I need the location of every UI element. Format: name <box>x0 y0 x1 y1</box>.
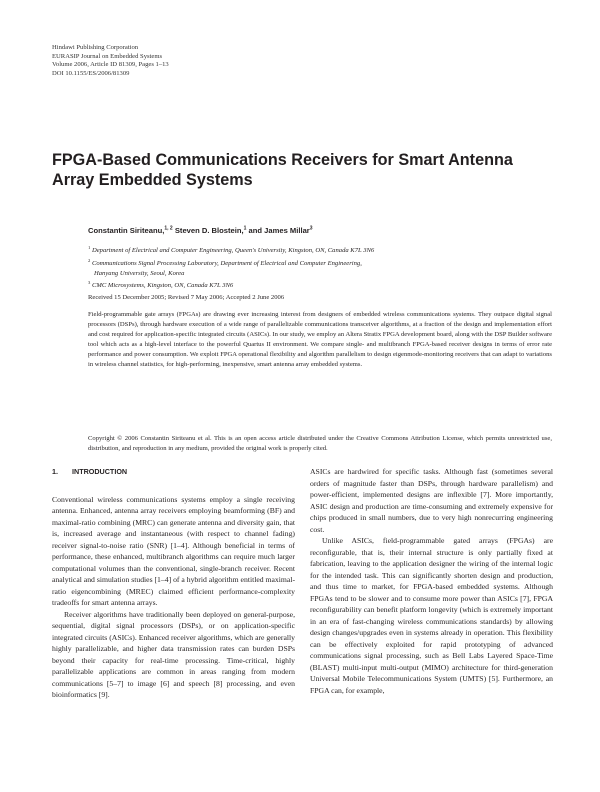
paper-title: FPGA-Based Communications Receivers for Smart Antenna Array Embedded Systems <box>52 151 513 189</box>
affiliation-2: $^2$ Communications Signal Processing Laboratory, Department of Electrical and Computer Engineering, <box>88 257 362 267</box>
journal-header <box>52 44 169 78</box>
received-dates: Received 15 December 2005; Revised 7 May 2006; Accepted 2 June 2006 <box>88 294 285 301</box>
right-column <box>310 466 553 696</box>
affiliation-1: $^1$ Department of Electrical and Computer Engineering, Queen's University, Kingston, ON, Canada K7L 3N6 <box>88 245 375 255</box>
affiliations <box>88 243 374 291</box>
body-paragraph: ASICs are hardwired for specific tasks. Although fast (sometimes several orders of magnitude faster than DSPs, through hardware parallelism) and power-efficient, implemented designs are inflexible [7]. More importantly, ASIC design and production are time-consuming and extremely expensive for chips produced in small numbers, due to very high nonrecurring engineering cost. <box>310 467 553 534</box>
section-heading <box>52 466 295 478</box>
left-column <box>52 466 295 701</box>
abstract: Field-programmable gate arrays (FPGAs) are drawing ever increasing interest from designers of embedded wireless communications systems. They outpace digital signal processors (DSPs), through hardware execution of a wide range of parallelizable communications transceiver algorithms, at a fraction of the design and implementation effort and cost required for application-specific integrated circuits (ASICs). In our study, we employ an Altera Stratix FPGA development board, along with the DSP Builder software tool which acts as a high-level interface to the powerful Quartus II environment. We compare single- and multibranch FPGA-based receiver designs in terms of error rate performance and power consumption. We exploit FPGA operational flexibility and algorithm parallelism to design eigenmode-monitoring receivers that can adapt to variations in wireless channel statistics, for high-performing, inexpensive, smart antenna array embedded systems. <box>88 311 552 368</box>
affiliation-3: $^3$ CMC Microsystems, Kingston, ON, Canada K7L 3N6 <box>88 280 234 290</box>
body-paragraph: Conventional wireless communications systems employ a single receiving antenna. Enhanced, antenna array receivers employing beamforming (BF) and maximal-ratio combining (MRC) can generate antenna and diversity gain, that is, increased average and instantaneous (with respect to channel fading) receiver signal-to-noise ratio (SNR) [1–4]. Although beneficial in terms of performance, these enhanced, multibranch algorithms can require much larger computational volumes than the conventional, single-branch receiver. Recent analytical and simulation studies [1–4] of a hybrid algorithm entitled maximal-ratio eigencombining (MREC) claimed efficient performance-complexity tradeoffs for smart antenna arrays. <box>52 494 295 607</box>
section-title: INTRODUCTION <box>72 467 128 476</box>
body-paragraph: Receiver algorithms have traditionally been deployed on general-purpose, sequential, digital signal processors (DSPs), or on application-specific integrated circuits (ASICs). Enhanced receiver algorithms, which are generally highly parallelizable, and higher data transmission rates can burden DSPs beyond their capacity for real-time processing. Time-critical, highly parallelizable applications are common in areas ranging from modern communications [5–7] to image [6] and speech [8] processing, and even bioinformatics [9]. <box>52 609 295 699</box>
author-list <box>88 225 313 235</box>
section-number: 1. <box>52 467 58 476</box>
author-1: Constantin Siriteanu,$^{1, 2}$ <box>88 225 173 235</box>
copyright-notice: Copyright © 2006 Constantin Siriteanu et al. This is an open access article distributed under the Creative Commons Attribution License, which permits unrestricted use, distribution, and reproduction in any medium, provided the original work is properly cited. <box>88 435 552 452</box>
doi: DOI 10.1155/ES/2006/81309 <box>52 69 130 77</box>
body-paragraph: Unlike ASICs, field-programmable gated arrays (FPGAs) are reconfigurable, that is, their internal structure is only partially fixed at fabrication, leaving to the application designer the wiring of the internal logic for the intended task. This can significantly shorten design and production, and thus time to market, for FPGA-based embedded systems. Although FPGAs tend to be slower and to consume more power than ASICs [7], FPGA reconfigurability can benefit platform longevity (which is extremely important in an era of fast-changing wireless communications standards) by allowing design changes/upgrades even in systems already in operation. This flexibility can be effectively exploited for rapid prototyping of advanced communications signal processing, such as Bell Labs Layered Space-Time (BLAST) multi-input multi-output (MIMO) architecture for third-generation Universal Mobile Telecommunications System (UMTS) [5]. Furthermore, an FPGA can, for example, <box>310 536 553 695</box>
author-3: and James Millar$^3$ <box>248 225 313 235</box>
affiliation-2-continued: Hanyang University, Seoul, Korea <box>94 269 185 277</box>
volume-info: Volume 2006, Article ID 81309, Pages 1–13 <box>52 61 169 69</box>
publisher: Hindawi Publishing Corporation <box>52 44 139 51</box>
journal-name: EURASIP Journal on Embedded Systems <box>52 52 163 60</box>
author-2: Steven D. Blostein,$^1$ <box>174 225 247 235</box>
